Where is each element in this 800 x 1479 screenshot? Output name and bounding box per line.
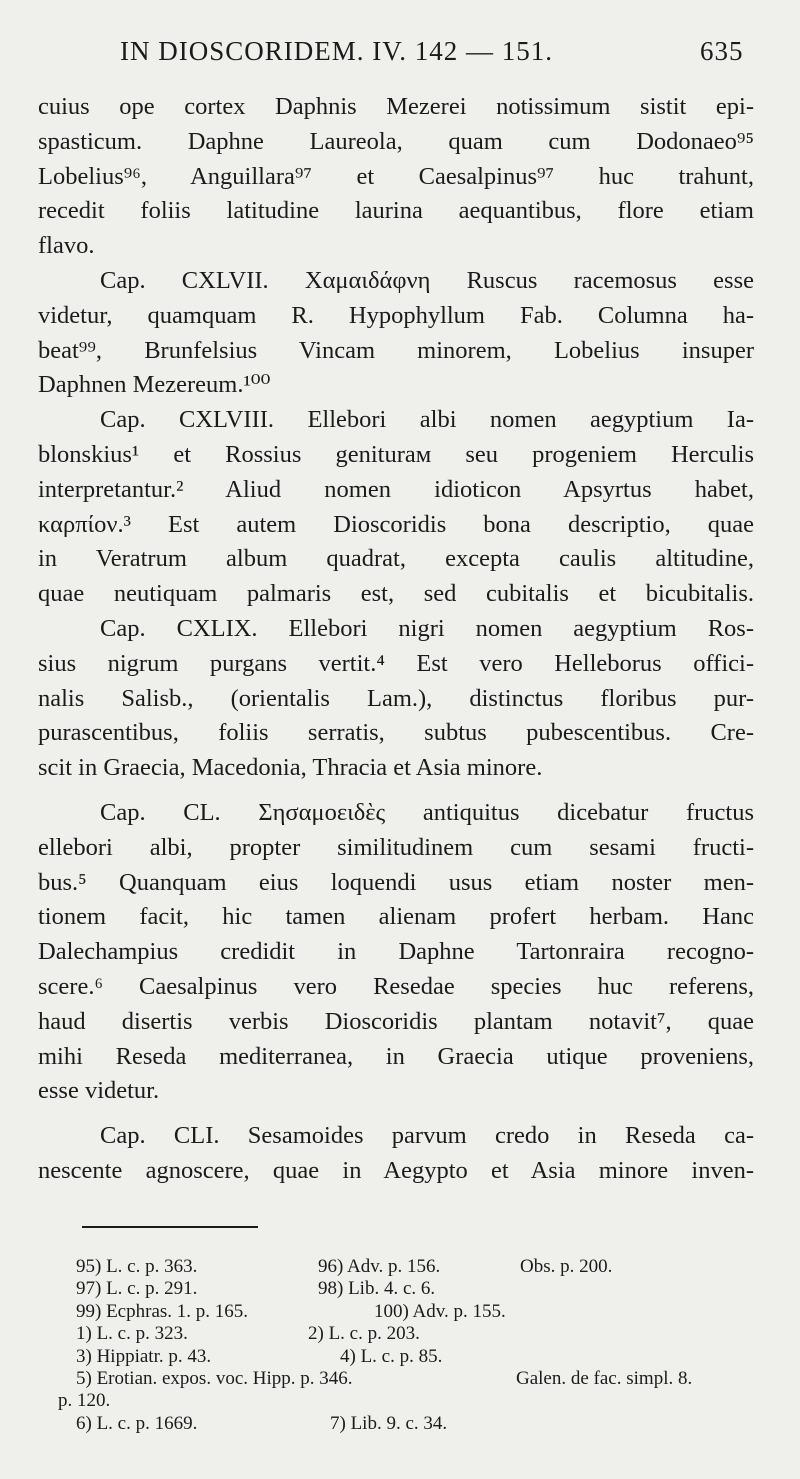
running-title: IN DIOSCORIDEM. IV. 142 — 151. xyxy=(120,36,554,66)
main-text xyxy=(38,90,754,1189)
text-line: spasticum. Daphne Laureola, quam cum Dodonaeo⁹⁵ xyxy=(38,127,754,155)
footnote-line xyxy=(0,1368,800,1390)
footnote: 6) L. c. p. 1669. xyxy=(76,1412,198,1434)
footnotes xyxy=(0,1256,800,1435)
text-line: in Veratrum album quadrat, excepta caulis altitudine, xyxy=(38,545,754,573)
text-line: mihi Reseda mediterranea, in Graecia utique proveniens, xyxy=(38,1042,754,1070)
text-line: bus.⁵ Quanquam eius loquendi usus etiam noster men- xyxy=(38,868,754,896)
footnote: 97) L. c. p. 291. xyxy=(76,1278,198,1300)
text-line: tionem facit, hic tamen alienam profert herbam. Hanc xyxy=(38,903,754,931)
text-line: Dalechampius credidit in Daphne Tartonraira recogno- xyxy=(38,938,754,966)
footnote: 4) L. c. p. 85. xyxy=(340,1345,443,1367)
footnote-line xyxy=(0,1390,800,1412)
footnote: 98) Lib. 4. c. 6. xyxy=(318,1278,436,1300)
text-line: esse videtur. xyxy=(38,1077,160,1105)
footnote: 95) L. c. p. 363. xyxy=(76,1256,198,1277)
text-line: nescente agnoscere, quae in Aegypto et Asia minore inven- xyxy=(38,1156,754,1184)
footnote: p. 120. xyxy=(58,1390,111,1412)
footnote: Galen. de fac. simpl. 8. xyxy=(516,1367,693,1389)
text-line: interpretantur.² Aliud nomen idioticon Apsyrtus habet, xyxy=(38,475,754,503)
footnote: 96) Adv. p. 156. xyxy=(318,1256,441,1277)
footnote: 100) Adv. p. 155. xyxy=(374,1300,506,1322)
running-header xyxy=(0,36,800,76)
footnote: 3) Hippiatr. p. 43. xyxy=(76,1345,212,1367)
footnote-line xyxy=(0,1323,800,1345)
footnote-line xyxy=(0,1413,800,1435)
page-number: 635 xyxy=(700,36,744,66)
footnote: 2) L. c. p. 203. xyxy=(308,1323,420,1345)
text-line: scit in Graecia, Macedonia, Thracia et Asia minore. xyxy=(38,754,543,782)
text-line: purascentibus, foliis serratis, subtus pubescentibus. Cre- xyxy=(38,719,754,747)
text-line: blonskius¹ et Rossius geniturам seu progeniem Herculis xyxy=(38,440,754,468)
footnote-line xyxy=(0,1301,800,1323)
text-line: videtur, quamquam R. Hypophyllum Fab. Columna ha- xyxy=(38,301,754,329)
footnote-separator-rule xyxy=(82,1226,258,1228)
footnote-line xyxy=(0,1346,800,1368)
text-line: cuius ope cortex Daphnis Mezerei notissimum sistit epi- xyxy=(38,93,754,120)
text-line: Cap. CXLVIII. Ellebori albi nomen aegyptium Ia- xyxy=(100,406,754,434)
footnote-line xyxy=(0,1278,800,1300)
footnote: 99) Ecphras. 1. p. 165. xyxy=(76,1300,249,1322)
footnote: Obs. p. 200. xyxy=(520,1256,613,1277)
footnote: 1) L. c. p. 323. xyxy=(76,1323,188,1345)
text-line: scere.⁶ Caesalpinus vero Resedae species huc referens, xyxy=(38,972,754,1000)
footnote: 7) Lib. 9. c. 34. xyxy=(330,1412,448,1434)
text-line: καρπίον.³ Est autem Dioscoridis bona descriptio, quae xyxy=(38,510,754,538)
text-line: flavo. xyxy=(38,232,95,260)
text-line: Daphnen Mezereum.¹⁰⁰ xyxy=(38,371,271,399)
text-line: recedit foliis latitudine laurina aequantibus, flore etiam xyxy=(38,197,754,225)
text-line: Cap. CXLIX. Ellebori nigri nomen aegyptium Ros- xyxy=(100,614,754,642)
text-line: ellebori albi, propter similitudinem cum sesami fructi- xyxy=(38,833,754,861)
footnote: 5) Erotian. expos. voc. Hipp. p. 346. xyxy=(76,1367,353,1389)
text-line: sius nigrum purgans vertit.⁴ Est vero Helleborus offici- xyxy=(38,649,754,677)
text-line: Cap. CLI. Sesamoides parvum credo in Reseda ca- xyxy=(100,1122,754,1150)
text-line: quae neutiquam palmaris est, sed cubitalis et bicubitalis. xyxy=(38,580,754,608)
footnote-line xyxy=(0,1256,800,1278)
text-line: Lobelius⁹⁶, Anguillara⁹⁷ et Caesalpinus⁹⁷ huc trahunt, xyxy=(38,162,754,190)
text-line: haud disertis verbis Dioscoridis plantam notavit⁷, quae xyxy=(38,1007,754,1035)
text-line: Cap. CXLVII. Χαμαιδάφνη Ruscus racemosus esse xyxy=(100,266,754,294)
text-line: beat⁹⁹, Brunfelsius Vincam minorem, Lobelius insuper xyxy=(38,336,754,364)
text-line: Cap. CL. Σησαμοειδὲς antiquitus dicebatur fructus xyxy=(100,798,754,826)
text-line: nalis Salisb., (orientalis Lam.), distinctus floribus pur- xyxy=(38,684,754,712)
